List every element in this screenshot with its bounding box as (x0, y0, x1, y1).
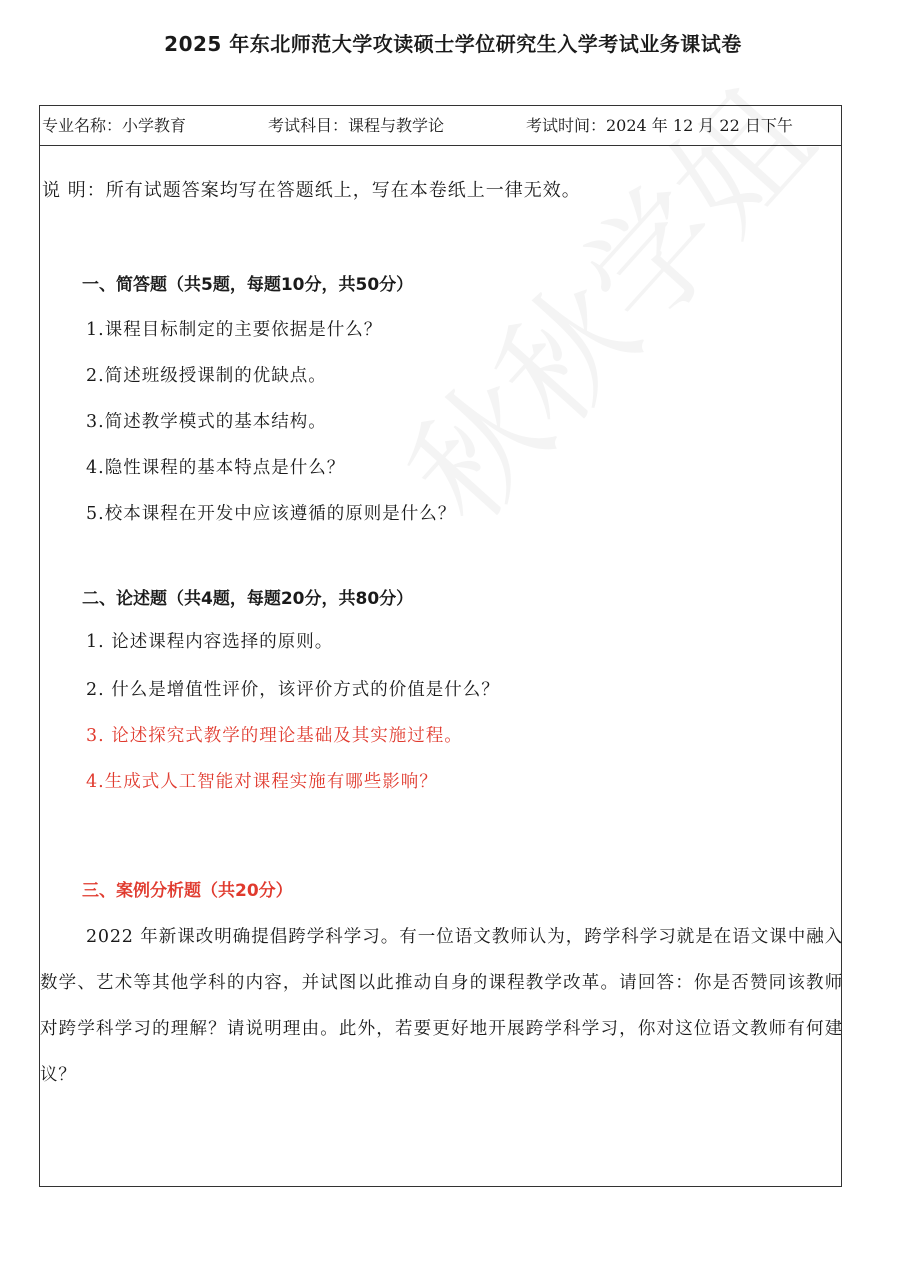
section-1-question: 5.校本课程在开发中应该遵循的原则是什么？ (86, 504, 457, 524)
subject-label: 考试科目：课程与教学论 (268, 116, 445, 135)
section-1-heading: 一、简答题（共5题，每题10分，共50分） (82, 275, 414, 295)
instruction-note: 说 明：所有试题答案均写在答题纸上，写在本卷纸上一律无效。 (42, 180, 581, 201)
exam-title: 2025 年东北师范大学攻读硕士学位研究生入学考试业务课试卷 (164, 32, 742, 56)
major-label: 专业名称：小学教育 (42, 116, 187, 135)
section-1-question: 2.简述班级授课制的优缺点。 (86, 366, 327, 386)
section-1-question: 1.课程目标制定的主要依据是什么？ (86, 320, 383, 340)
section-3-heading: 三、案例分析题（共20分） (82, 881, 293, 901)
section-1-question: 3.简述教学模式的基本结构。 (86, 412, 327, 432)
section-2-question-highlighted: 3. 论述探究式教学的理论基础及其实施过程。 (86, 726, 463, 746)
exam-paper-frame (39, 105, 842, 1187)
section-2-heading: 二、论述题（共4题，每题20分，共80分） (82, 589, 414, 609)
exam-info-row (40, 106, 841, 146)
section-2-question: 1. 论述课程内容选择的原则。 (86, 632, 334, 652)
case-study-text: 2022 年新课改明确提倡跨学科学习。有一位语文教师认为，跨学科学习就是在语文课中融入数学、艺术等其他学科的内容，并试图以此推动自身的课程教学改革。请回答：你是否赞同该教师对跨学科学习的理解？请说明理由。此外，若要更好地开展跨学科学习，你对这位语文教师有何建议？ (40, 927, 843, 1085)
section-2-question-highlighted: 4.生成式人工智能对课程实施有哪些影响？ (86, 772, 438, 792)
section-1-question: 4.隐性课程的基本特点是什么？ (86, 458, 346, 478)
section-2-question: 2. 什么是增值性评价，该评价方式的价值是什么？ (86, 680, 500, 700)
exam-time-label: 考试时间：2024 年 12 月 22 日下午 (526, 116, 793, 135)
